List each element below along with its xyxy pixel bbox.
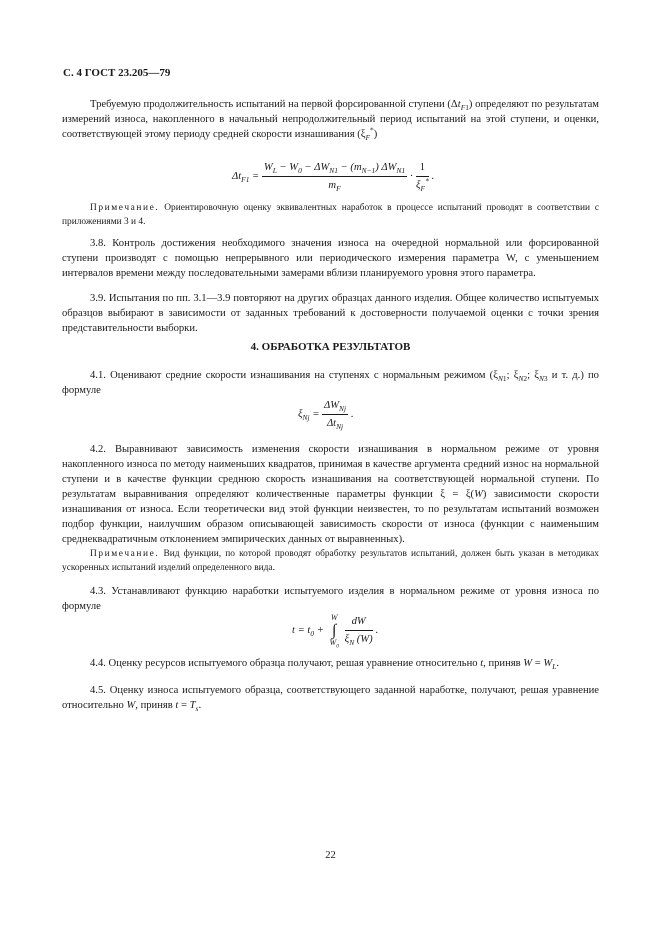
paragraph-4-3-text: 4.3. Устанавливают функцию наработки испытуемого изделия в нормальном режиме от уровня износа по формуле — [62, 586, 599, 612]
note-1 — [62, 202, 599, 229]
page-header: С. 4 ГОСТ 23.205—79 — [63, 67, 171, 79]
paragraph-4-4 — [62, 656, 599, 671]
paragraph-4-4-text: 4.4. Оценку ресурсов испытуемого образца получают, решая уравнение относительно t, приняв $W = W_L$. — [90, 658, 559, 672]
paragraph-4-5-text: 4.5. Оценку износа испытуемого образца, соответствующего заданной наработке, получают, решая уравнение относительно W, приняв $t = T_s$. — [62, 685, 599, 714]
page-number: 22 — [325, 850, 336, 861]
paragraph-4-1 — [62, 368, 599, 398]
formula-xi-nj: $\xi_{Nj}$ = $\frac{\Delta W_{Nj}}{\Delta t_{Nj}}$ . — [298, 400, 354, 432]
intro-text: Требуемую продолжительность испытаний на первой форсированной ступени $(\Delta t_{F1})$ определяют по результатам измерений износа, накопленного в начальный непродолжительный период испытаний на этой ступени, и оценки, соответствующей этому периоду средней скорости изнашивания $(\xi_F^*)$ — [62, 99, 599, 143]
paragraph-3-9 — [62, 291, 599, 336]
paragraph-4-3 — [62, 584, 599, 614]
section-title: 4. ОБРАБОТКА РЕЗУЛЬТАТОВ — [250, 341, 411, 353]
note-2-text: Вид функции, по которой проводят обработку результатов испытаний, должен быть указан в методиках ускоренных испытаний изделий определенного вида. — [62, 549, 599, 573]
note-2-label: Примечание. — [90, 549, 160, 559]
paragraph-4-1-text: 4.1. Оценивают средние скорости изнашивания на ступенях с нормальным режимом ($\xi_{N1}$; $\xi_{N2}$; $\xi_{N3}$ и т. д.) по формуле — [62, 370, 599, 396]
intro-paragraph — [62, 97, 599, 142]
formula-delta-t-f1: $\Delta t_{F1}$ = $\frac{W_L - W_0 - \Delta W_{N1} - (m_{N-1}) \Delta W_{N1}}{m_F}$ · $\frac{1}{\xi_F^*}$ . — [232, 162, 435, 194]
paragraph-4-2-text: 4.2. Выравнивают зависимость изменения скорости изнашивания в нормальном режиме от уровня накопленного износа по методу наименьших квадратов, принимая в качестве аргумента средний износ на нормальной ступени и в качестве функции среднюю скорость изнашивания на соответствующей нормальной ступени. По результатам выравнивания определяют количественные параметры функции ξ = ξ(W) зависимости скорости изнашивания от износа. Если теоретически вид этой функции неизвестен, то по результатам испытаний возможен подбор функции, наилучшим образом описывающей зависимость скорости от износа (функции с наименьшим среднеквадратичным отклонением эмпирических данных от выравненных). — [62, 444, 599, 545]
paragraph-4-2 — [62, 442, 599, 547]
note-2 — [62, 548, 599, 575]
paragraph-3-8 — [62, 236, 599, 281]
paragraph-4-5 — [62, 683, 599, 713]
note-1-text: Ориентировочную оценку эквивалентных наработок в процессе испытаний проводят в соответствии с приложениями 3 и 4. — [62, 203, 600, 227]
formula-t-integral: $t = t_0$ + W ∫ $W_0$ $\frac{dW}{\xi_N (W)}$ . — [292, 613, 378, 650]
note-1-label: Примечание. — [90, 203, 160, 213]
paragraph-3-8-text: 3.8. Контроль достижения необходимого значения износа на очередной нормальной или форсированной ступени производят с помощью непрерывного или периодического измерения параметра W, с уменьшением интервалов времени между последовательными замерами вблизи планируемого уровня этого параметра. — [62, 238, 599, 279]
paragraph-3-9-text: 3.9. Испытания по пп. 3.1—3.9 повторяют на других образцах данного изделия. Общее количество испытуемых образцов выбирают в зависимости от заданных требований к достоверности получаемой оценки с точки зрения представительности выборки. — [62, 293, 599, 334]
